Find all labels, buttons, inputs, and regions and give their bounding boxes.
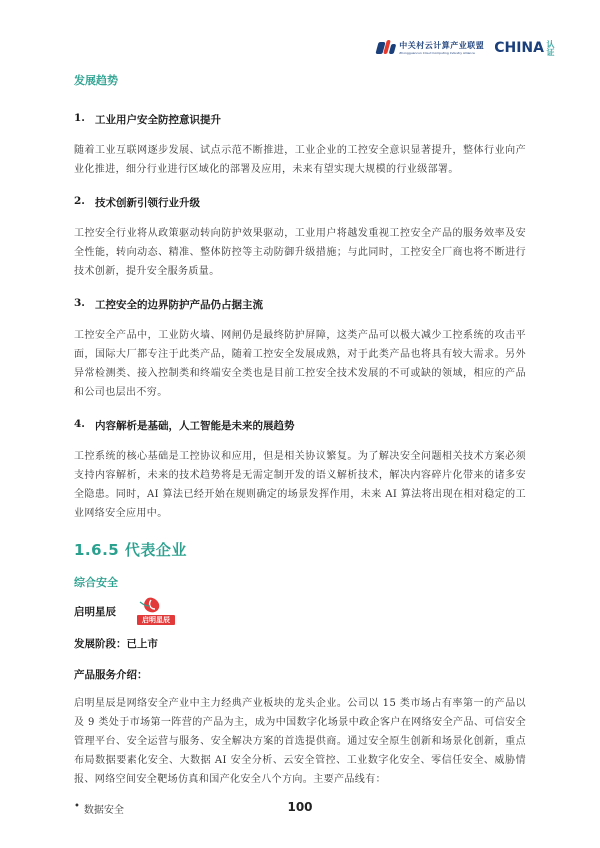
trend-heading-1 [74, 112, 526, 127]
trend-heading-2 [74, 195, 526, 210]
trend-number: 2. [74, 195, 85, 207]
section-heading: 发展趋势 [74, 74, 118, 87]
trend-number: 1. [74, 112, 85, 124]
trend-number: 3. [74, 297, 85, 309]
alliance-logo-cn: 中关村云计算产业联盟 [399, 40, 485, 50]
china-cert-logo-sub: 认证 [546, 40, 555, 56]
trend-body-3: 工控安全产品中，工业防火墙、网闸仍是最终防护屏障，这类产品可以极大减少工控系统的攻击平面，国际大厂都专注于此类产品，随着工控安全发展成熟，对于此类产品也将具有较大需求。另外异常检测类、接入控制类和终端安全类也是目前工控安全技术发展的不可或缺的领域，相应的产品和公司也层出不穷。 [74, 330, 526, 398]
alliance-logo-icon [377, 40, 395, 56]
china-cert-logo-main: CHINA [494, 40, 544, 56]
category-label: 综合安全 [74, 576, 118, 589]
header-logos [377, 40, 554, 56]
trend-title: 内容解析是基础，人工智能是未来的展趋势 [94, 420, 295, 432]
list-item-text: 数据安全 [83, 805, 124, 816]
trend-title: 工业用户安全防控意识提升 [94, 114, 221, 126]
trend-heading-3 [74, 297, 526, 312]
trend-title: 工控安全的边界防护产品仍占据主流 [94, 299, 263, 311]
trend-title: 技术创新引领行业升级 [94, 197, 200, 209]
trend-body-2: 工控安全行业将从政策驱动转向防护效果驱动，工业用户将越发重视工控安全产品的服务效率及安全性能，转向动态、精准、整体防控等主动防御升级措施；与此同时，工控安全厂商也将不断进行技术创新，提升安全服务质量。 [74, 228, 526, 277]
qiming-logo-text: 启明星辰 [142, 616, 170, 624]
trend-body-1: 随着工业互联网逐步发展、试点示范不断推进，工业企业的工控安全意识显著提升，整体行业向产业化推进，细分行业进行区域化的部署及应用，未来有望实现大规模的行业级部署。 [74, 145, 526, 175]
company-stage: 发展阶段：已上市 [74, 638, 158, 650]
company-intro: 启明星辰是网络安全产业中主力经典产业板块的龙头企业。公司以 15 类市场占有率第一的产品以及 9 类处于市场第一阵营的产品为主，成为中国数字化场景中政企客户在网络安全产品、可信安全管理平台、安全运营与服务、安全解决方案的首选提供商。通过安全原生创新和场景化创新，重点布局数据要素化安全、大数据 AI 安全分析、云安全管控、工业数字化安全、零信任安全、威胁情报、网络空间安全靶场仿真和国产化安全八个方向。主要产品线有： [74, 698, 526, 785]
bullet-dot-icon: • [74, 801, 80, 812]
section-title: 1.6.5 代表企业 [74, 541, 187, 559]
company-row [74, 596, 526, 626]
trend-heading-4 [74, 418, 526, 433]
alliance-logo-en: Zhongguancun Cloud Computing Industry Alliance [399, 50, 475, 55]
qiming-logo [134, 596, 178, 626]
page-number: 100 [287, 800, 313, 814]
company-name: 启明星辰 [74, 605, 116, 618]
alliance-logo [377, 40, 484, 56]
product-intro-label: 产品服务介绍： [74, 669, 148, 681]
page-content [74, 72, 526, 816]
trend-body-4: 工控系统的核心基础是工控协议和应用，但是相关协议繁复。为了解决安全问题相关技术方案必须支持内容解析，未来的技术趋势将是无需定制开发的语义解析技术，解决内容碎片化带来的诸多安全隐患。同时，AI 算法已经开始在规则确定的场景发挥作用，未来 AI 算法将出现在相对稳定的工业网络安全应用中。 [74, 451, 526, 519]
china-cert-logo [494, 40, 554, 56]
trend-number: 4. [74, 418, 85, 430]
